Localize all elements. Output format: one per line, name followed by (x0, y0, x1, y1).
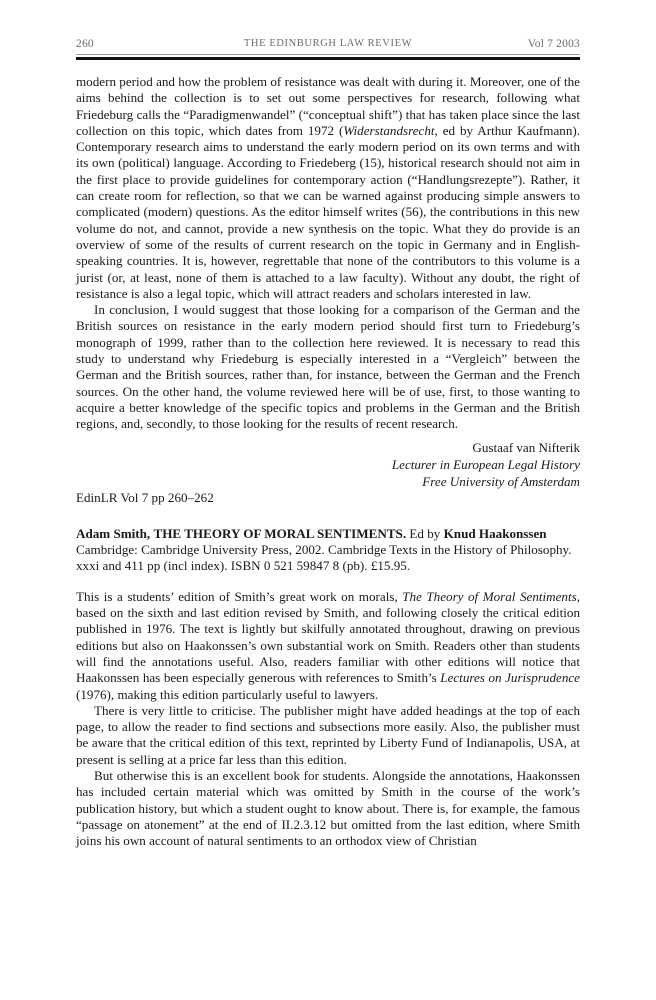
page-body (76, 74, 580, 849)
review1-paragraph-1: modern period and how the problem of resistance was dealt with during it. Moreover, one of the aims behind the collection is to set out some perspectives for research, following what Friedeburg calls the “Paradigmenwandel” (“conceptual shift”) that has taken place since the last collection on this topic, which dates from 1972 (Widerstandsrecht, ed by Arthur Kaufmann). Contemporary research aims to understand the early modern period on its own terms and with its own (political) language. According to Friedeberg (15), historical research should not aim in the first place to provide guidelines for contemporary action (“Handlungsrezepte”). Rather, it can create room for reflection, so that we can be warned against producing simple answers to complicated (modern) questions. As the editor himself writes (56), the contributions in this new volume do not, and cannot, provide a new synthesis on the topic. What they do provide is an overview of some of the results of current research on the topic in Germany and in English-speaking countries. It is, however, regrettable that none of the contributors to this volume is a jurist (or, at least, none of them is attached to a law faculty). Without any doubt, the right of resistance is also a legal topic, which will attract readers and scholars interested in law. (76, 74, 580, 301)
page-number: 260 (76, 38, 94, 50)
running-header (76, 38, 580, 52)
book-title: THE THEORY OF MORAL SENTIMENTS. (153, 525, 407, 541)
header-rule-thick (76, 57, 580, 60)
review1-paragraph-2: In conclusion, I would suggest that those looking for a comparison of the German and the British sources on resistance in the early modern period should first turn to Friedeburg’s monograph of 1999, rather than to the collection here reviewed. It is necessary to read this study to understand why Friedeburg is especially interested in a “Vergleich” between the German and the British sources, rather than, for instance, between the German and the French sources. On the other hand, the volume reviewed here will be of use, first, to those wanting to acquire a better knowledge of the specific topics and problems in the German and the British regions, and, secondly, to those looking for the results of recent research. (76, 302, 580, 432)
review2-citation: EdinLR Vol 7 pp 260–262 (76, 489, 214, 505)
reviewer-position: Lecturer in European Legal History (391, 456, 580, 472)
header-rule-thin (76, 54, 580, 55)
book-isbn: ISBN 0 521 59847 8 (230, 558, 340, 574)
italic-title: Widerstandsrecht (343, 122, 435, 138)
book-price: (pb). £15.95. (339, 558, 411, 574)
reviewer-signature (76, 439, 580, 490)
reviewer-name: Gustaaf van Nifterik (472, 439, 580, 455)
book-details: xxxi and 411 pp (incl index). ISBN 0 521 59847 8 (pb). £15.95. (76, 558, 411, 574)
review2-paragraph-1: This is a students’ edition of Smith’s great work on morals, The Theory of Moral Sentiments, based on the sixth and last edition revised by Smith, and following closely the critical edition published in 1976. The text is lightly but skilfully annotated throughout, drawing on previous editions but also on Haakonssen’s own substantial work on Smith. Readers other than students will find the annotations useful. Also, readers familiar with other editions will notice that Haakonssen has been especially generous with references to Smith’s Lectures on Jurisprudence (1976), making this edition particularly useful to lawyers. (76, 588, 580, 702)
volume-year: Vol 7 2003 (527, 38, 580, 50)
book-ed-by: Ed by (409, 525, 441, 541)
reviewer-institution: Free University of Amsterdam (422, 473, 580, 489)
book-author: Adam Smith, (76, 525, 151, 541)
book-editor: Knud Haakonssen (443, 525, 547, 541)
review2-paragraph-2: There is very little to criticise. The publisher might have added headings at the top of each page, to allow the reader to find sections and subsections more easily. Also, the publisher must be aware that the critical edition of this text, reprinted by Liberty Fund of Indianapolis, USA, at present is selling at a price far less than this edition. (76, 702, 580, 767)
book-publisher: Cambridge: Cambridge University Press, 2002. Cambridge Texts in the History of Philosophy. (76, 542, 572, 558)
journal-title: THE EDINBURGH LAW REVIEW (243, 38, 413, 49)
book-heading (76, 526, 580, 575)
review2-paragraph-3: But otherwise this is an excellent book for students. Alongside the annotations, Haakonssen has included certain material which was omitted by Smith in the course of the work’s publication history, but which a student ought to know about. There is, for example, the famous “passage on atonement” at the end of II.2.3.12 but omitted from the last edition, where Smith joins his own account of natural sentiments to an orthodox view of Christian (76, 767, 580, 849)
